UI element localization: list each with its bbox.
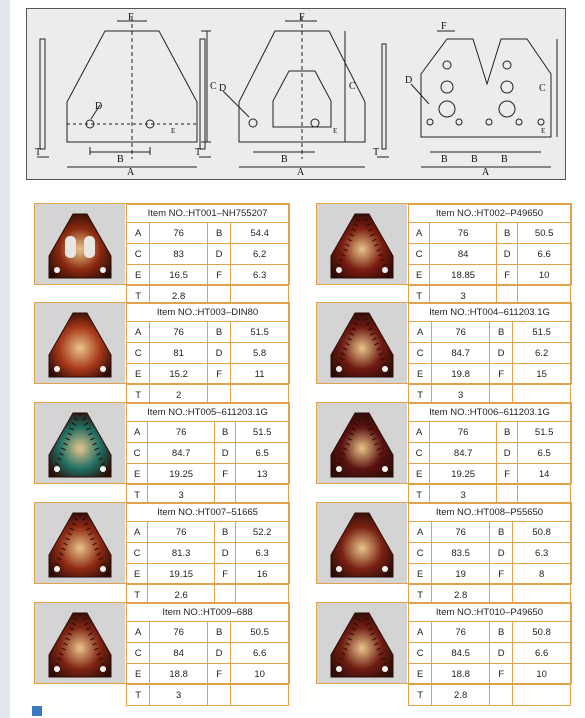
spec-value-d: 6.6 [513, 643, 571, 664]
spec-table [408, 303, 571, 406]
spec-key-t: T [127, 286, 150, 307]
spec-value-c: 84 [150, 643, 208, 664]
spec-value-t: 3 [432, 385, 490, 406]
spec-value-d: 6.6 [518, 244, 571, 265]
item-number: Item NO.:HT002–P49650 [409, 205, 571, 223]
label-c-1: C [210, 81, 217, 92]
spec-value-f: 15 [513, 364, 571, 385]
spec-key-f: F [497, 265, 518, 286]
label-d-2: D [219, 83, 227, 94]
knife-section-image [317, 603, 407, 683]
label-c-3: C [539, 83, 546, 94]
spec-value-a: 76 [150, 622, 208, 643]
spec-value-f: 8 [513, 564, 571, 585]
product-photo [35, 403, 125, 483]
spec-value-c: 83 [150, 244, 208, 265]
label-b-3c: B [501, 154, 508, 165]
spec-key-d: D [497, 244, 518, 265]
spec-key-e: E [127, 364, 150, 385]
label-a-2: A [297, 167, 305, 178]
spec-value-e: 19.15 [148, 564, 215, 585]
product-card [316, 502, 572, 601]
spec-value-f: 11 [231, 364, 289, 385]
spec-value-d: 6.3 [236, 543, 289, 564]
spec-key-b: B [215, 422, 236, 443]
spec-key-c: C [127, 343, 150, 364]
spec-key-e: E [127, 664, 150, 685]
spec-table [408, 603, 571, 706]
spec-value-t: 2.6 [148, 585, 215, 606]
left-margin-band [0, 0, 10, 718]
spec-key-f: F [207, 265, 230, 286]
spec-value-e: 19.8 [432, 364, 490, 385]
spec-key-t: T [127, 585, 148, 606]
item-number: Item NO.:HT009–688 [127, 604, 289, 622]
knife-section-image [35, 403, 125, 483]
spec-key-f: F [497, 464, 518, 485]
spec-key-a: A [127, 522, 148, 543]
spec-empty-cell [207, 685, 230, 706]
spec-key-b: B [215, 522, 236, 543]
spec-value-b: 52.2 [236, 522, 289, 543]
item-number: Item NO.:HT008–P55650 [409, 504, 571, 522]
spec-value-t: 3 [148, 485, 215, 506]
spec-table [126, 603, 289, 706]
label-e-2: E [333, 127, 338, 135]
knife-section-image [317, 303, 407, 383]
label-b-3a: B [441, 154, 448, 165]
knife-section-image [35, 603, 125, 683]
spec-key-d: D [215, 543, 236, 564]
spec-value-b: 50.8 [513, 522, 571, 543]
spec-value-e: 18.85 [430, 265, 497, 286]
spec-value-t: 3 [430, 286, 497, 307]
spec-table [126, 503, 289, 606]
spec-key-d: D [207, 343, 230, 364]
spec-key-t: T [409, 286, 430, 307]
product-card [316, 302, 572, 401]
label-f-3: F [441, 21, 447, 32]
spec-value-d: 6.2 [231, 244, 289, 265]
spec-key-c: C [409, 343, 432, 364]
product-photo [35, 503, 125, 583]
spec-key-d: D [497, 443, 518, 464]
product-photo [35, 303, 125, 383]
knife-section-image [35, 503, 125, 583]
spec-value-f: 10 [231, 664, 289, 685]
item-number: Item NO.:HT007–51665 [127, 504, 289, 522]
spec-value-c: 84.7 [430, 443, 497, 464]
spec-key-d: D [489, 343, 512, 364]
spec-key-c: C [409, 543, 432, 564]
spec-key-e: E [409, 664, 432, 685]
spec-key-c: C [127, 443, 148, 464]
spec-value-c: 83.5 [432, 543, 490, 564]
spec-value-c: 84.7 [432, 343, 490, 364]
spec-empty-cell [231, 685, 289, 706]
spec-key-b: B [207, 622, 230, 643]
spec-value-d: 5.8 [231, 343, 289, 364]
product-photo [317, 204, 407, 284]
spec-key-t: T [409, 385, 432, 406]
spec-value-t: 2.8 [432, 685, 490, 706]
product-card [316, 402, 572, 501]
knife-section-image [317, 204, 407, 284]
item-number: Item NO.:HT006–611203.1G [409, 404, 571, 422]
label-a-3: A [482, 167, 490, 178]
spec-key-a: A [409, 322, 432, 343]
spec-key-d: D [489, 643, 512, 664]
spec-value-f: 13 [236, 464, 289, 485]
spec-key-b: B [497, 223, 518, 244]
product-card [316, 203, 572, 302]
spec-value-d: 6.5 [236, 443, 289, 464]
product-card [34, 203, 290, 302]
footer-marker [32, 706, 42, 716]
spec-key-t: T [409, 485, 430, 506]
spec-key-f: F [215, 564, 236, 585]
spec-value-d: 6.3 [513, 543, 571, 564]
spec-value-e: 18.8 [432, 664, 490, 685]
spec-key-a: A [409, 422, 430, 443]
spec-value-f: 10 [513, 664, 571, 685]
diagram-figure-3 [377, 31, 557, 167]
label-c-2: C [349, 81, 356, 92]
product-photo [317, 603, 407, 683]
spec-key-b: B [207, 223, 230, 244]
spec-key-d: D [207, 244, 230, 265]
spec-key-t: T [409, 685, 432, 706]
spec-key-a: A [409, 522, 432, 543]
spec-value-d: 6.5 [518, 443, 571, 464]
spec-value-e: 19 [432, 564, 490, 585]
spec-value-a: 76 [150, 322, 208, 343]
product-card [34, 402, 290, 501]
item-number: Item NO.:HT010–P49650 [409, 604, 571, 622]
spec-value-c: 81 [150, 343, 208, 364]
spec-key-e: E [409, 364, 432, 385]
product-photo [317, 403, 407, 483]
item-number: Item NO.:HT003–DIN80 [127, 304, 289, 322]
spec-key-f: F [215, 464, 236, 485]
label-f-1: F [128, 12, 134, 23]
spec-key-t: T [127, 685, 150, 706]
spec-value-t: 2.8 [432, 585, 490, 606]
spec-key-a: A [409, 223, 430, 244]
spec-value-c: 84 [430, 244, 497, 265]
spec-value-b: 51.5 [513, 322, 571, 343]
spec-value-e: 15.2 [150, 364, 208, 385]
spec-table [408, 403, 571, 506]
spec-value-t: 3 [430, 485, 497, 506]
spec-key-d: D [207, 643, 230, 664]
spec-value-a: 76 [148, 522, 215, 543]
spec-key-e: E [127, 265, 150, 286]
spec-key-t: T [127, 385, 150, 406]
spec-value-e: 19.25 [430, 464, 497, 485]
spec-value-b: 50.8 [513, 622, 571, 643]
spec-key-c: C [409, 244, 430, 265]
item-number: Item NO.:HT005–611203.1G [127, 404, 289, 422]
product-photo [35, 603, 125, 683]
label-t-1: T [35, 147, 42, 158]
spec-table [126, 204, 289, 307]
spec-key-a: A [127, 322, 150, 343]
spec-value-a: 76 [148, 422, 215, 443]
spec-value-b: 51.5 [236, 422, 289, 443]
spec-value-t: 2 [150, 385, 208, 406]
spec-key-f: F [207, 364, 230, 385]
spec-key-b: B [497, 422, 518, 443]
spec-value-a: 76 [432, 522, 490, 543]
spec-key-a: A [127, 622, 150, 643]
spec-value-d: 6.2 [513, 343, 571, 364]
product-photo [35, 204, 125, 284]
spec-key-c: C [127, 543, 148, 564]
diagram-figure-1 [37, 17, 211, 167]
product-photo [317, 503, 407, 583]
item-number: Item NO.:HT001–NH755207 [127, 205, 289, 223]
spec-key-f: F [489, 664, 512, 685]
spec-value-f: 16 [236, 564, 289, 585]
spec-key-b: B [489, 322, 512, 343]
spec-value-c: 84.5 [432, 643, 490, 664]
spec-value-c: 84.7 [148, 443, 215, 464]
label-a-1: A [127, 167, 135, 178]
label-d-1: D [95, 101, 103, 112]
spec-key-e: E [127, 564, 148, 585]
spec-value-b: 50.5 [231, 622, 289, 643]
spec-empty-cell [513, 685, 571, 706]
spec-value-c: 81.3 [148, 543, 215, 564]
item-number: Item NO.:HT004–611203.1G [409, 304, 571, 322]
spec-key-b: B [489, 522, 512, 543]
spec-table [408, 204, 571, 307]
diagram-drawing [27, 9, 565, 179]
spec-key-f: F [489, 564, 512, 585]
knife-section-image [317, 503, 407, 583]
spec-value-b: 50.5 [518, 223, 571, 244]
spec-key-c: C [409, 643, 432, 664]
label-e-3: E [541, 127, 546, 135]
spec-key-b: B [489, 622, 512, 643]
spec-value-a: 76 [432, 322, 490, 343]
spec-key-a: A [409, 622, 432, 643]
spec-value-a: 76 [430, 422, 497, 443]
spec-key-a: A [127, 422, 148, 443]
spec-table [408, 503, 571, 606]
product-photo [317, 303, 407, 383]
label-t-3: T [373, 147, 380, 158]
spec-key-t: T [409, 585, 432, 606]
spec-value-a: 76 [432, 622, 490, 643]
spec-value-e: 18.8 [150, 664, 208, 685]
product-card [34, 302, 290, 401]
product-card [34, 602, 290, 701]
spec-key-e: E [127, 464, 148, 485]
spec-value-a: 76 [150, 223, 208, 244]
spec-key-b: B [207, 322, 230, 343]
spec-empty-cell [489, 685, 512, 706]
spec-key-a: A [127, 223, 150, 244]
spec-key-e: E [409, 265, 430, 286]
spec-key-e: E [409, 564, 432, 585]
spec-key-c: C [127, 643, 150, 664]
technical-diagram [26, 8, 566, 180]
spec-value-b: 54.4 [231, 223, 289, 244]
spec-value-b: 51.5 [231, 322, 289, 343]
spec-value-f: 6.3 [231, 265, 289, 286]
spec-value-t: 2.8 [150, 286, 208, 307]
spec-key-e: E [409, 464, 430, 485]
spec-value-t: 3 [150, 685, 208, 706]
spec-value-b: 51.5 [518, 422, 571, 443]
spec-table [126, 403, 289, 506]
spec-key-f: F [207, 664, 230, 685]
spec-value-f: 10 [518, 265, 571, 286]
label-b-1: B [117, 154, 124, 165]
label-b-2: B [281, 154, 288, 165]
spec-key-c: C [409, 443, 430, 464]
spec-key-d: D [215, 443, 236, 464]
spec-value-a: 76 [430, 223, 497, 244]
label-d-3: D [405, 75, 413, 86]
knife-section-image [317, 403, 407, 483]
label-e-1: E [171, 127, 176, 135]
product-card [316, 602, 572, 701]
label-f-2: F [299, 12, 305, 23]
knife-section-image [35, 303, 125, 383]
label-t-2: T [195, 147, 202, 158]
spec-key-f: F [489, 364, 512, 385]
spec-value-e: 16.5 [150, 265, 208, 286]
spec-key-d: D [489, 543, 512, 564]
spec-key-c: C [127, 244, 150, 265]
spec-table [126, 303, 289, 406]
spec-value-f: 14 [518, 464, 571, 485]
label-b-3b: B [471, 154, 478, 165]
spec-value-e: 19.25 [148, 464, 215, 485]
product-card [34, 502, 290, 601]
knife-section-image [35, 204, 125, 284]
spec-value-d: 6.6 [231, 643, 289, 664]
spec-key-t: T [127, 485, 148, 506]
